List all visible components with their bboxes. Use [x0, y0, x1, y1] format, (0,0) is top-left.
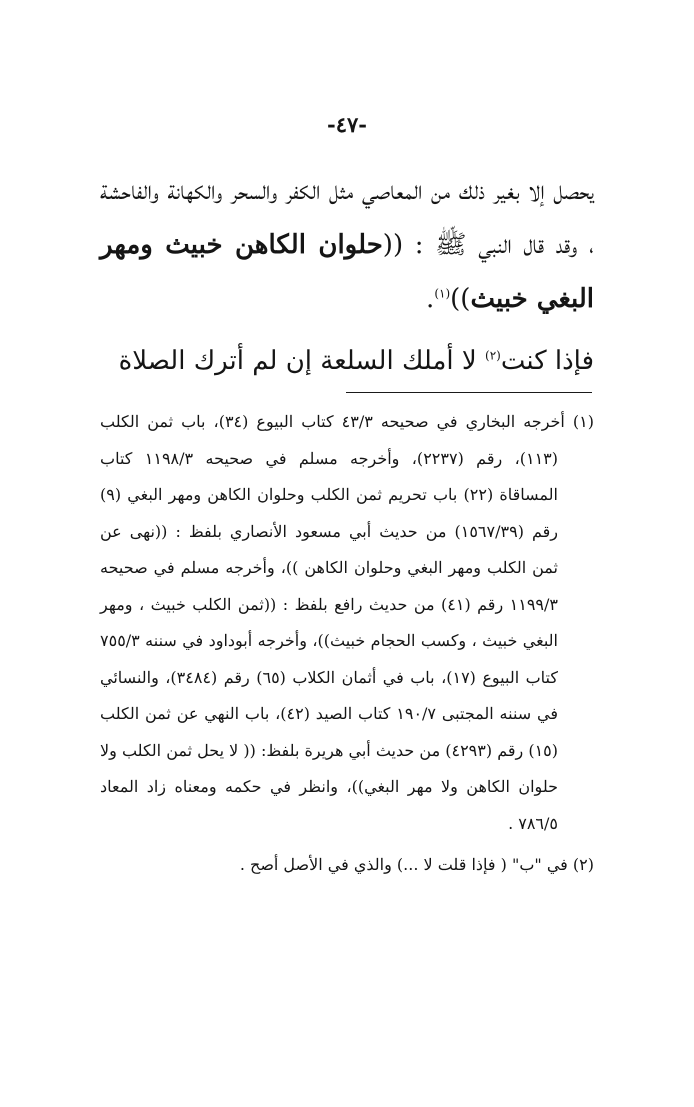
body-paragraph-2 [100, 334, 594, 388]
footnote-2-text: في "ب" ( فإذا قلت لا ...) والذي في الأصل أصح . [239, 855, 568, 874]
footnote-separator [346, 392, 592, 393]
footnotes [100, 404, 594, 884]
footnote-2 [100, 847, 594, 884]
footnote-2-marker: (٢) [572, 855, 594, 874]
main-text [100, 164, 594, 388]
hadith-quote: حلوان الكاهن خبيث ومهر البغي خبيث [100, 230, 594, 314]
quote-close: )) [450, 284, 471, 314]
body-paragraph-1 [100, 164, 594, 326]
footnote-1 [100, 404, 594, 842]
page-number: -٤٧- [327, 112, 367, 137]
paragraph-1-end: . [426, 284, 435, 314]
footnote-1-text: أخرجه البخاري في صحيحه ٤٣/٣ كتاب البيوع (٣٤)، باب ثمن الكلب (١١٣)، رقم (٢٢٣٧)، وأخرجه مسلم في صحيحه ١١٩٨/٣ كتاب المساقاة (٢٢) باب تحريم ثمن الكلب وحلوان الكاهن ومهر البغي (٩) رقم (١٥٦٧/٣٩) من حديث أبي مسعود الأنصاري بلفظ : ((نهى عن ثمن الكلب ومهر البغي وحلوان الكاهن ))، وأخرجه مسلم في صحيحه ١١٩٩/٣ رقم (٤١) من حديث رافع بلفظ : ((ثمن الكلب خبيث ، ومهر البغي خبيث ، وكسب الحجام خبيث))، وأخرجه أبوداود في سننه ٧٥٥/٣ كتاب البيوع (١٧)، باب في أثمان الكلاب (٦٥) رقم (٣٤٨٤)، والنسائي في سننه المجتبى ١٩٠/٧ كتاب الصيد (٤٢)، باب النهي عن ثمن الكلب (١٥) رقم (٤٢٩٣) من حديث أبي هريرة بلفظ: (( لا يحل ثمن الكلب ولا حلوان الكاهن ولا مهر البغي))، وانظر في حكمه ومعناه زاد المعاد ٧٨٦/٥ . [100, 412, 565, 833]
footnote-ref-2: (٢) [485, 348, 501, 363]
footnote-ref-1: (١) [434, 286, 451, 301]
footnote-1-marker: (١) [572, 412, 594, 431]
paragraph-2-text: لا أملك السلعة إن لم أترك الصلاة [118, 346, 485, 376]
paragraph-2-prefix: فإذا كنت [500, 346, 594, 376]
paragraph-1-prefix: يحصل إلا بغير ذلك من المعاصي مثل الكفر والسحر والكهانة والفاحشة ، وقد قال النبي ﷺ : (( [100, 176, 594, 260]
